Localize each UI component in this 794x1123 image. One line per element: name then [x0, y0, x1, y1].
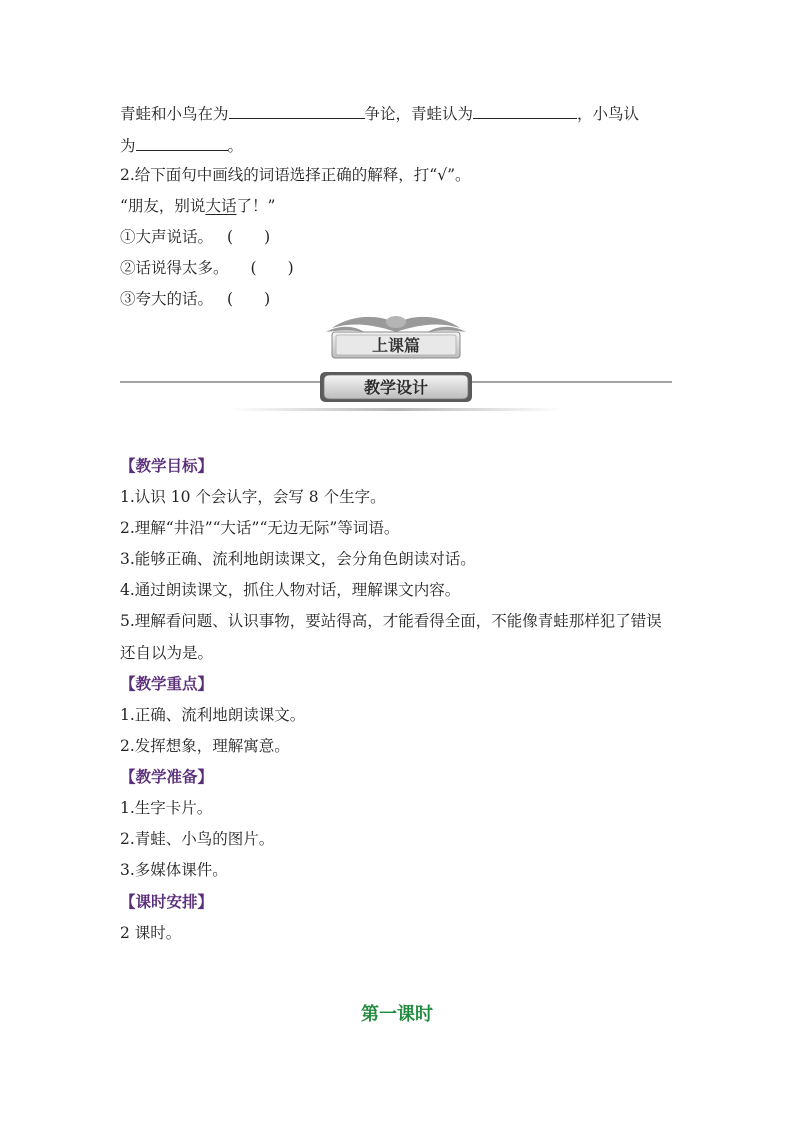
prep-item: 1.生字卡片。 — [120, 799, 213, 817]
schedule-heading: 【课时安排】 — [120, 892, 214, 911]
goal-item: 1.认识 10 个会认字，会写 8 个生字。 — [120, 488, 386, 506]
goal-item: 2.理解“井沿”“大话”“无边无际”等词语。 — [120, 519, 400, 537]
banner-bottom-text: 教学设计 — [363, 378, 429, 397]
option-1 — [120, 227, 270, 247]
goal-item: 5.理解看问题、认识事物，要站得高，才能看得全面，不能像青蛙那样犯了错误 — [120, 612, 662, 630]
ornament-icon — [326, 316, 466, 332]
option-3-checkbox[interactable]: ( ) — [227, 290, 271, 308]
answer-blank-1[interactable] — [229, 102, 365, 119]
q1-text-a: 青蛙和小鸟在为 — [120, 105, 229, 123]
prep-item: 3.多媒体课件。 — [120, 861, 228, 879]
underlined-word: 大话 — [205, 197, 237, 215]
schedule-item: 2 课时。 — [120, 924, 182, 942]
option-3 — [120, 289, 270, 309]
option-1-text: ①大声说话。 — [120, 228, 214, 246]
question2-prompt: 2.给下面句中画线的词语选择正确的解释，打“√”。 — [120, 166, 471, 184]
goal-item: 3.能够正确、流利地朗读课文，会分角色朗读对话。 — [120, 550, 476, 568]
key-item: 1.正确、流利地朗读课文。 — [120, 706, 306, 724]
question2-quote — [120, 196, 275, 216]
option-3-text: ③夸大的话。 — [120, 290, 214, 308]
quote-text-a: “朋友，别说 — [120, 197, 206, 215]
option-1-checkbox[interactable]: ( ) — [227, 228, 271, 246]
question1-line1 — [120, 102, 639, 124]
lesson-title: 第一课时 — [361, 1004, 433, 1025]
option-2-checkbox[interactable]: ( ) — [250, 259, 294, 277]
option-2 — [120, 258, 294, 278]
key-item: 2.发挥想象，理解寓意。 — [120, 737, 290, 755]
answer-blank-2[interactable] — [473, 102, 577, 119]
prep-item: 2.青蛙、小鸟的图片。 — [120, 830, 275, 848]
question1-line2 — [120, 134, 243, 156]
quote-text-b: 了！” — [236, 197, 276, 215]
banner-top-text: 上课篇 — [371, 336, 421, 355]
goals-heading: 【教学目标】 — [120, 456, 214, 475]
q1-text-e: 。 — [227, 137, 244, 155]
answer-blank-3[interactable] — [136, 134, 228, 151]
q1-text-c: ，小鸟认 — [577, 105, 640, 123]
prep-heading: 【教学准备】 — [120, 767, 214, 786]
section-banner — [120, 310, 672, 416]
goal-item: 4.通过朗读课文，抓住人物对话，理解课文内容。 — [120, 581, 461, 599]
option-2-text: ②话说得太多。 — [120, 259, 229, 277]
key-heading: 【教学重点】 — [120, 674, 214, 693]
q1-text-d: 为 — [120, 137, 136, 155]
goal-item-cont: 还自以为是。 — [120, 644, 214, 662]
q1-text-b: 争论，青蛙认为 — [364, 105, 474, 123]
